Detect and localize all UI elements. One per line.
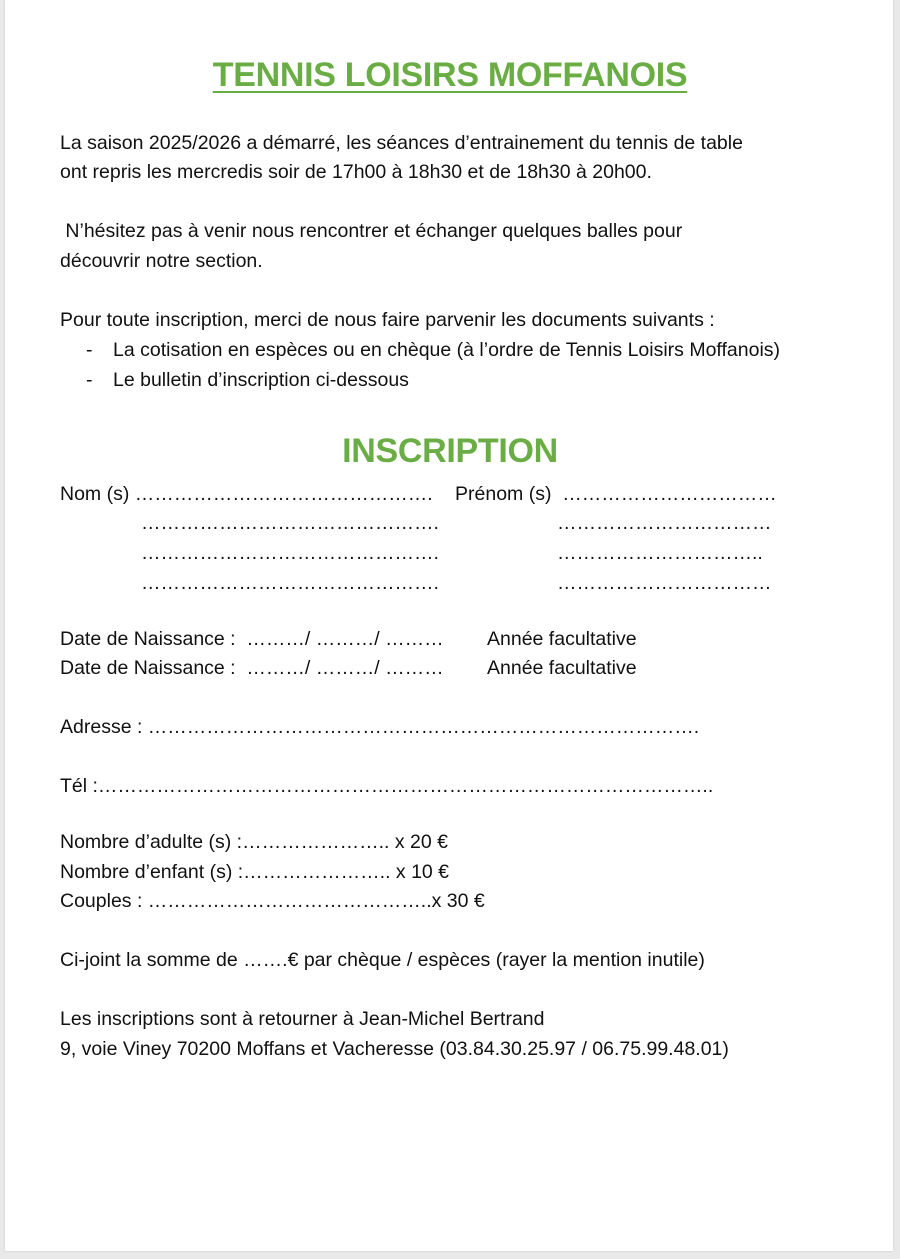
intro-line: N’hésitez pas à venir nous rencontrer et échanger quelques balles pour <box>60 220 683 242</box>
bullet-dash: - <box>86 339 93 361</box>
nom-field: Nom (s) ………………………………………. <box>60 483 433 505</box>
bullet-dash: - <box>86 369 93 391</box>
bullet-item: La cotisation en espèces ou en chèque (à l’ordre de Tennis Loisirs Moffanois) <box>113 339 781 361</box>
prenom-field-line: …………………………… <box>557 572 772 594</box>
return-address: 9, voie Viney 70200 Moffans et Vacheresse (03.84.30.25.97 / 06.75.99.48.01) <box>60 1038 729 1060</box>
return-line: Les inscriptions sont à retourner à Jean-Michel Bertrand <box>60 1008 545 1030</box>
adultes-field: Nombre d’adulte (s) :………………….. x 20 € <box>60 831 448 853</box>
adresse-field: Adresse : …………………………………………………………………………. <box>60 716 700 738</box>
nom-field-line: ………………………………………. <box>141 572 439 594</box>
couples-field: Couples : ……………………………………..x 30 € <box>60 890 485 912</box>
document-title: TENNIS LOISIRS MOFFANOIS <box>212 56 688 94</box>
nom-field-line: ………………………………………. <box>141 512 439 534</box>
bullet-item: Le bulletin d’inscription ci-dessous <box>113 369 409 391</box>
intro-line: découvrir notre section. <box>60 250 263 272</box>
nom-field-line: ………………………………………. <box>141 542 439 564</box>
prenom-field-line: ………………………….. <box>557 542 763 564</box>
tel-field: Tél :………………………………………………………………………………….. <box>60 775 714 797</box>
dob-note: Année facultative <box>487 657 637 679</box>
intro-line: ont repris les mercredis soir de 17h00 à 18h30 et de 18h30 à 20h00. <box>60 161 652 183</box>
dob-field: Date de Naissance : ………/ ………/ ……… <box>60 657 444 679</box>
enfants-field: Nombre d’enfant (s) :………………….. x 10 € <box>60 861 450 883</box>
somme-line: Ci-joint la somme de …….€ par chèque / espèces (rayer la mention inutile) <box>60 949 705 971</box>
prenom-field-line: …………………………… <box>557 512 772 534</box>
inscription-heading: INSCRIPTION <box>342 432 558 470</box>
dob-note: Année facultative <box>487 628 637 650</box>
intro-line: Pour toute inscription, merci de nous faire parvenir les documents suivants : <box>60 309 715 331</box>
dob-field: Date de Naissance : ………/ ………/ ……… <box>60 628 444 650</box>
prenom-field: Prénom (s) …………………………… <box>455 483 777 505</box>
intro-line: La saison 2025/2026 a démarré, les séances d’entrainement du tennis de table <box>60 132 743 154</box>
